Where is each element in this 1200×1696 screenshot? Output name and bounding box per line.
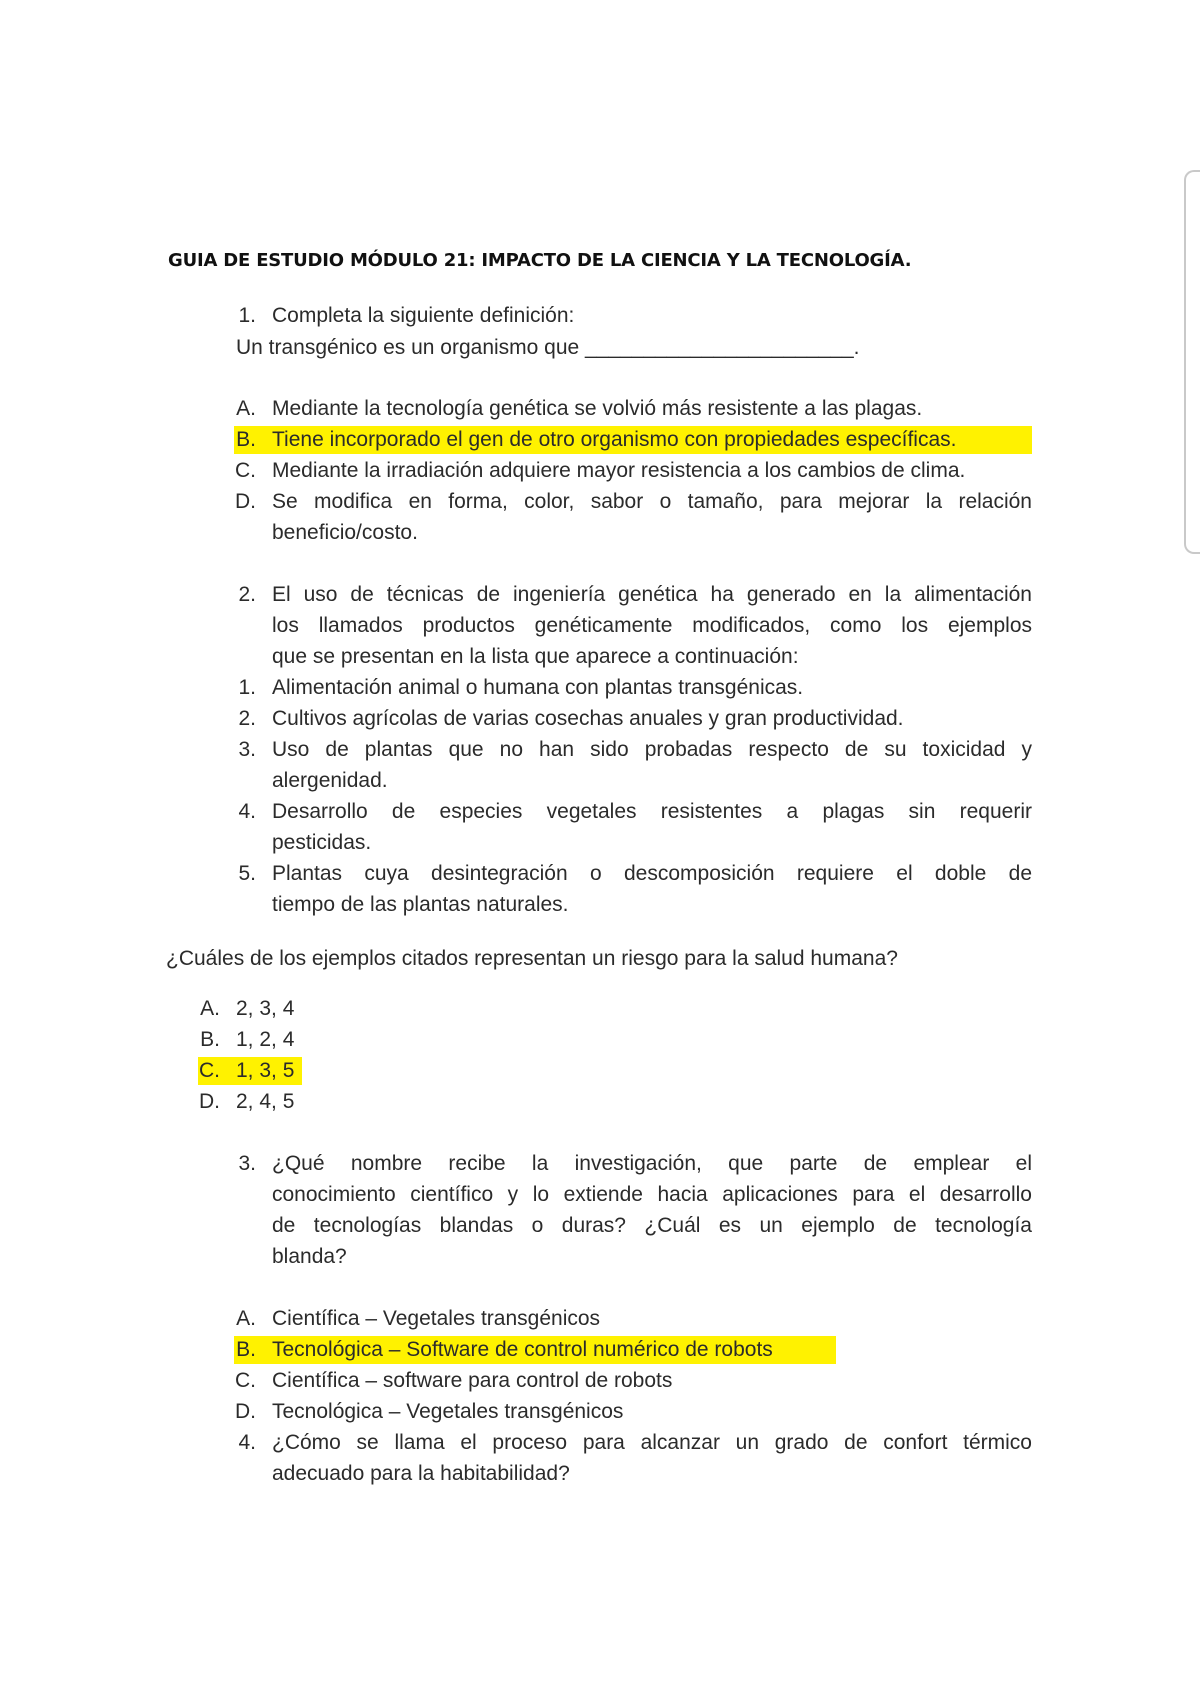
- q2-option-letter: A.: [200, 997, 220, 1020]
- q2-item-number: 2.: [238, 707, 256, 730]
- q3-number: 3.: [238, 1152, 256, 1175]
- q2-item-cont: pesticidas.: [272, 831, 372, 854]
- q1-option-letter: A.: [236, 397, 256, 420]
- q2-number: 2.: [238, 583, 256, 606]
- q2-item: Alimentación animal o humana con plantas transgénicas.: [272, 676, 804, 699]
- q1-definition: Un transgénico es un organismo que _______________________.: [236, 336, 860, 359]
- q2-item-number: 3.: [238, 738, 256, 761]
- q3-option-c: Científica – software para control de robots: [272, 1369, 673, 1392]
- q2-prompt-line: que se presentan en la lista que aparece a continuación:: [272, 645, 799, 668]
- q3-option-letter: A.: [236, 1307, 256, 1330]
- q1-option-d: Se modifica en forma, color, sabor o tamaño, para mejorar la relación: [272, 490, 1032, 513]
- q2-option-d: 2, 4, 5: [236, 1090, 295, 1113]
- q3-option-letter: C.: [235, 1369, 256, 1392]
- q2-option-a: 2, 3, 4: [236, 997, 295, 1020]
- q3-option-letter: B.: [236, 1338, 256, 1361]
- q3-prompt-line: conocimiento científico y lo extiende hacia aplicaciones para el desarrollo: [272, 1183, 1032, 1206]
- q2-option-letter: B.: [200, 1028, 220, 1051]
- q4-prompt-line: ¿Cómo se llama el proceso para alcanzar un grado de confort térmico: [272, 1431, 1032, 1454]
- q1-option-b: Tiene incorporado el gen de otro organismo con propiedades específicas.: [272, 428, 957, 451]
- q2-option-letter: D.: [199, 1090, 220, 1113]
- q1-option-letter: C.: [235, 459, 256, 482]
- q1-option-letter: B.: [236, 428, 256, 451]
- q2-option-b: 1, 2, 4: [236, 1028, 295, 1051]
- q2-item-number: 1.: [238, 676, 256, 699]
- q4-prompt-line: adecuado para la habitabilidad?: [272, 1462, 570, 1485]
- q2-item: Plantas cuya desintegración o descomposición requiere el doble de: [272, 862, 1032, 885]
- q3-prompt-line: blanda?: [272, 1245, 347, 1268]
- q1-option-d-cont: beneficio/costo.: [272, 521, 418, 544]
- q2-item: Cultivos agrícolas de varias cosechas anuales y gran productividad.: [272, 707, 904, 730]
- q2-item: Desarrollo de especies vegetales resistentes a plagas sin requerir: [272, 800, 1032, 823]
- q2-item-cont: alergenidad.: [272, 769, 388, 792]
- q3-option-a: Científica – Vegetales transgénicos: [272, 1307, 601, 1330]
- q2-prompt-line: los llamados productos genéticamente modificados, como los ejemplos: [272, 614, 1032, 637]
- q1-option-letter: D.: [235, 490, 256, 513]
- q2-option-c: 1, 3, 5: [236, 1059, 295, 1082]
- q2-question: ¿Cuáles de los ejemplos citados representan un riesgo para la salud humana?: [166, 947, 898, 970]
- q2-item-number: 5.: [238, 862, 256, 885]
- q2-option-letter: C.: [199, 1059, 220, 1082]
- q2-item: Uso de plantas que no han sido probadas respecto de su toxicidad y: [272, 738, 1032, 761]
- q1-prompt: Completa la siguiente definición:: [272, 304, 575, 327]
- q1-option-c: Mediante la irradiación adquiere mayor resistencia a los cambios de clima.: [272, 459, 966, 482]
- q2-item-number: 4.: [238, 800, 256, 823]
- document-title: GUIA DE ESTUDIO MÓDULO 21: IMPACTO DE LA CIENCIA Y LA TECNOLOGÍA.: [168, 250, 912, 271]
- q4-number: 4.: [238, 1431, 256, 1454]
- q2-item-cont: tiempo de las plantas naturales.: [272, 893, 569, 916]
- q2-prompt-line: El uso de técnicas de ingeniería genética ha generado en la alimentación: [272, 583, 1032, 606]
- q3-prompt-line: ¿Qué nombre recibe la investigación, que parte de emplear el: [272, 1152, 1032, 1175]
- side-scroll-tab[interactable]: [1184, 170, 1200, 554]
- q3-option-letter: D.: [235, 1400, 256, 1423]
- q3-option-d: Tecnológica – Vegetales transgénicos: [272, 1400, 624, 1423]
- q3-option-b: Tecnológica – Software de control numérico de robots: [272, 1338, 773, 1361]
- q1-option-a: Mediante la tecnología genética se volvió más resistente a las plagas.: [272, 397, 923, 420]
- q1-number: 1.: [238, 304, 256, 327]
- q3-prompt-line: de tecnologías blandas o duras? ¿Cuál es un ejemplo de tecnología: [272, 1214, 1032, 1237]
